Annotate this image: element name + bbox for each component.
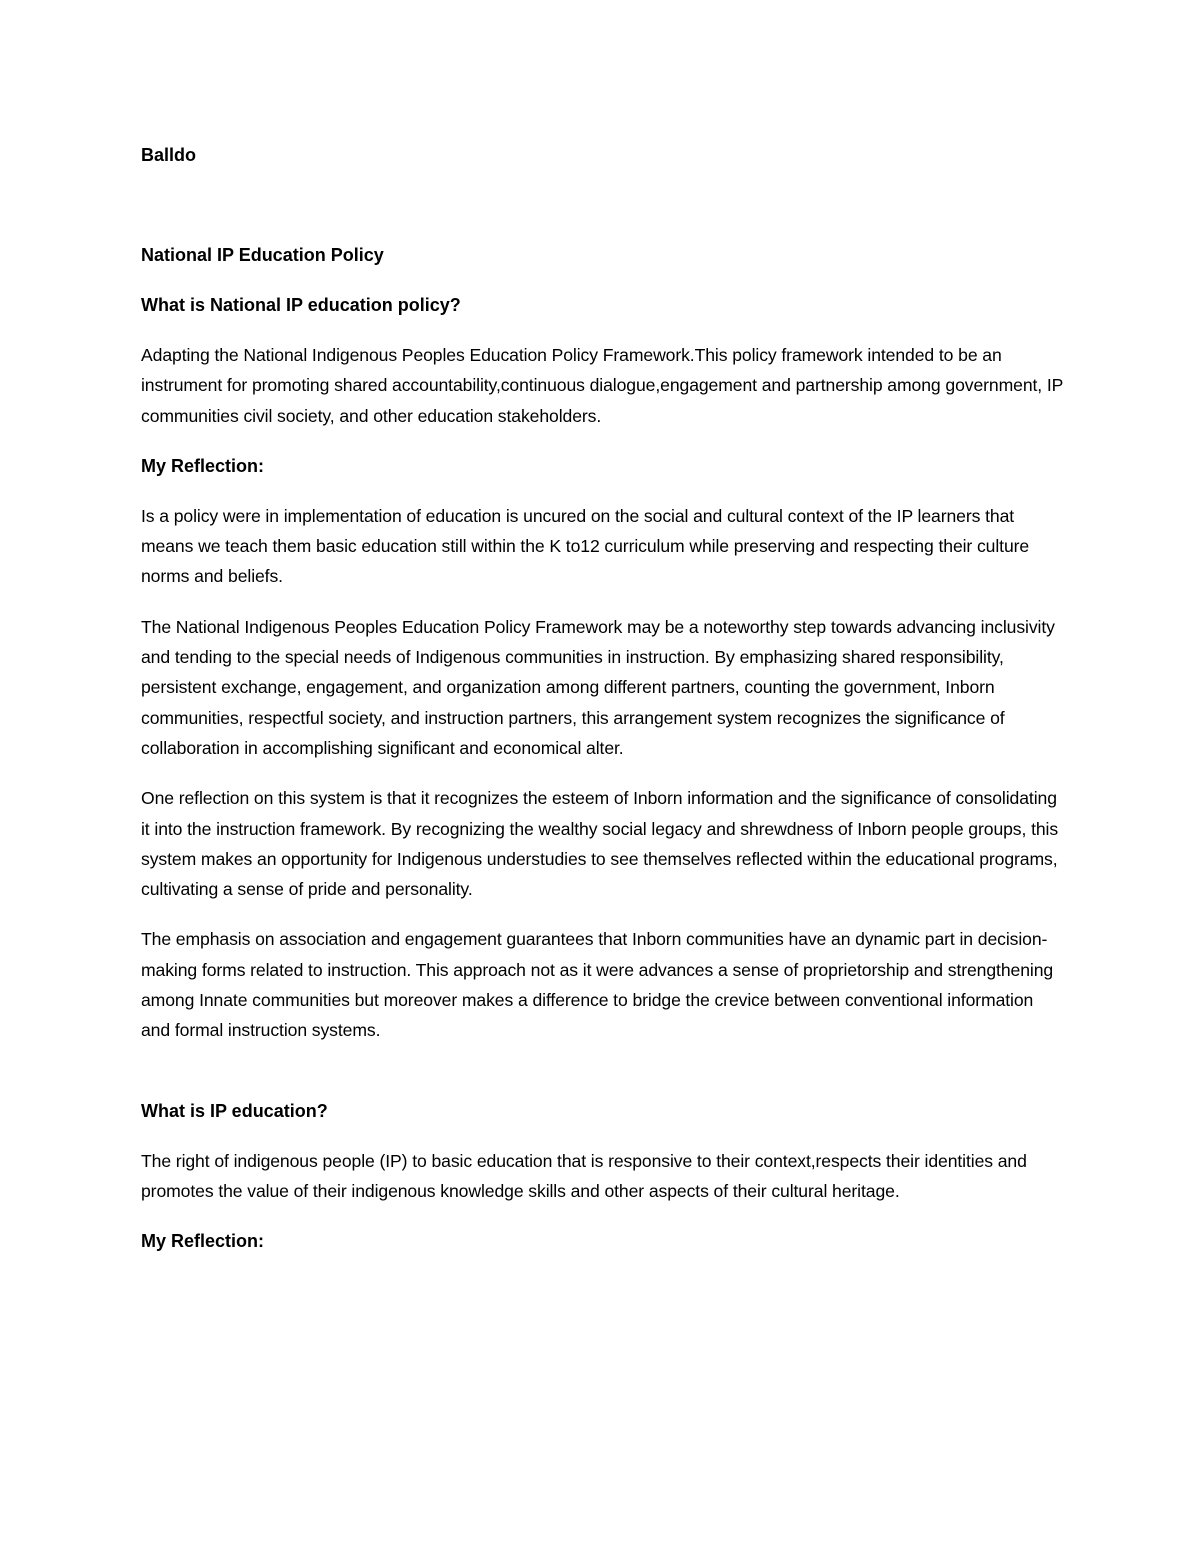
reflection-paragraph: The emphasis on association and engagement guarantees that Inborn communities have an dynamic part in decision-making forms related to instruction. This approach not as it were advances a sense of proprietorship and strengthening among Innate communities but moreover makes a difference to bridge the crevice between conventional information and formal instruction systems. xyxy=(141,929,1054,1041)
document-title: National IP Education Policy xyxy=(141,245,384,265)
author-name: Balldo xyxy=(141,145,197,165)
reflection-heading-1: My Reflection: xyxy=(141,455,265,476)
section-paragraph-national-ip-policy: Adapting the National Indigenous Peoples Education Policy Framework.This policy framework intended to be an instrument for promoting shared accountability,continuous dialogue,engagement and partnership among government, IP communities civil society, and other education stakeholders. xyxy=(141,345,1063,426)
section-heading-national-ip-policy: What is National IP education policy? xyxy=(141,295,461,315)
reflection-paragraph: Is a policy were in implementation of education is uncured on the social and cultural context of the IP learners that means we teach them basic education still within the K to12 curriculum while preserving and respecting their culture norms and beliefs. xyxy=(141,505,1030,587)
document-body xyxy=(141,240,1066,1276)
section-paragraph-ip-education: The right of indigenous people (IP) to basic education that is responsive to their context,respects their identities and promotes the value of their indigenous knowledge skills and other aspects of their cultural heritage. xyxy=(141,1150,1027,1201)
reflection-paragraph: One reflection on this system is that it recognizes the esteem of Inborn information and the significance of consolidating it into the instruction framework. By recognizing the wealthy social legacy and shrewdness of Inborn people groups, this system makes an opportunity for Indigenous understudies to see themselves reflected within the educational programs, cultivating a sense of pride and personality. xyxy=(141,788,1059,900)
section-heading-ip-education: What is IP education? xyxy=(141,1100,328,1121)
reflection-heading-2: My Reflection: xyxy=(141,1231,265,1252)
reflection-paragraph: The National Indigenous Peoples Education Policy Framework may be a noteworthy step towards advancing inclusivity and tending to the special needs of Indigenous communities in instruction. By emphasizing shared responsibility, persistent exchange, engagement, and organization among different partners, counting the government, Inborn communities, respectful society, and instruction partners, this arrangement system recognizes the significance of collaboration in accomplishing significant and economical alter. xyxy=(141,616,1055,758)
